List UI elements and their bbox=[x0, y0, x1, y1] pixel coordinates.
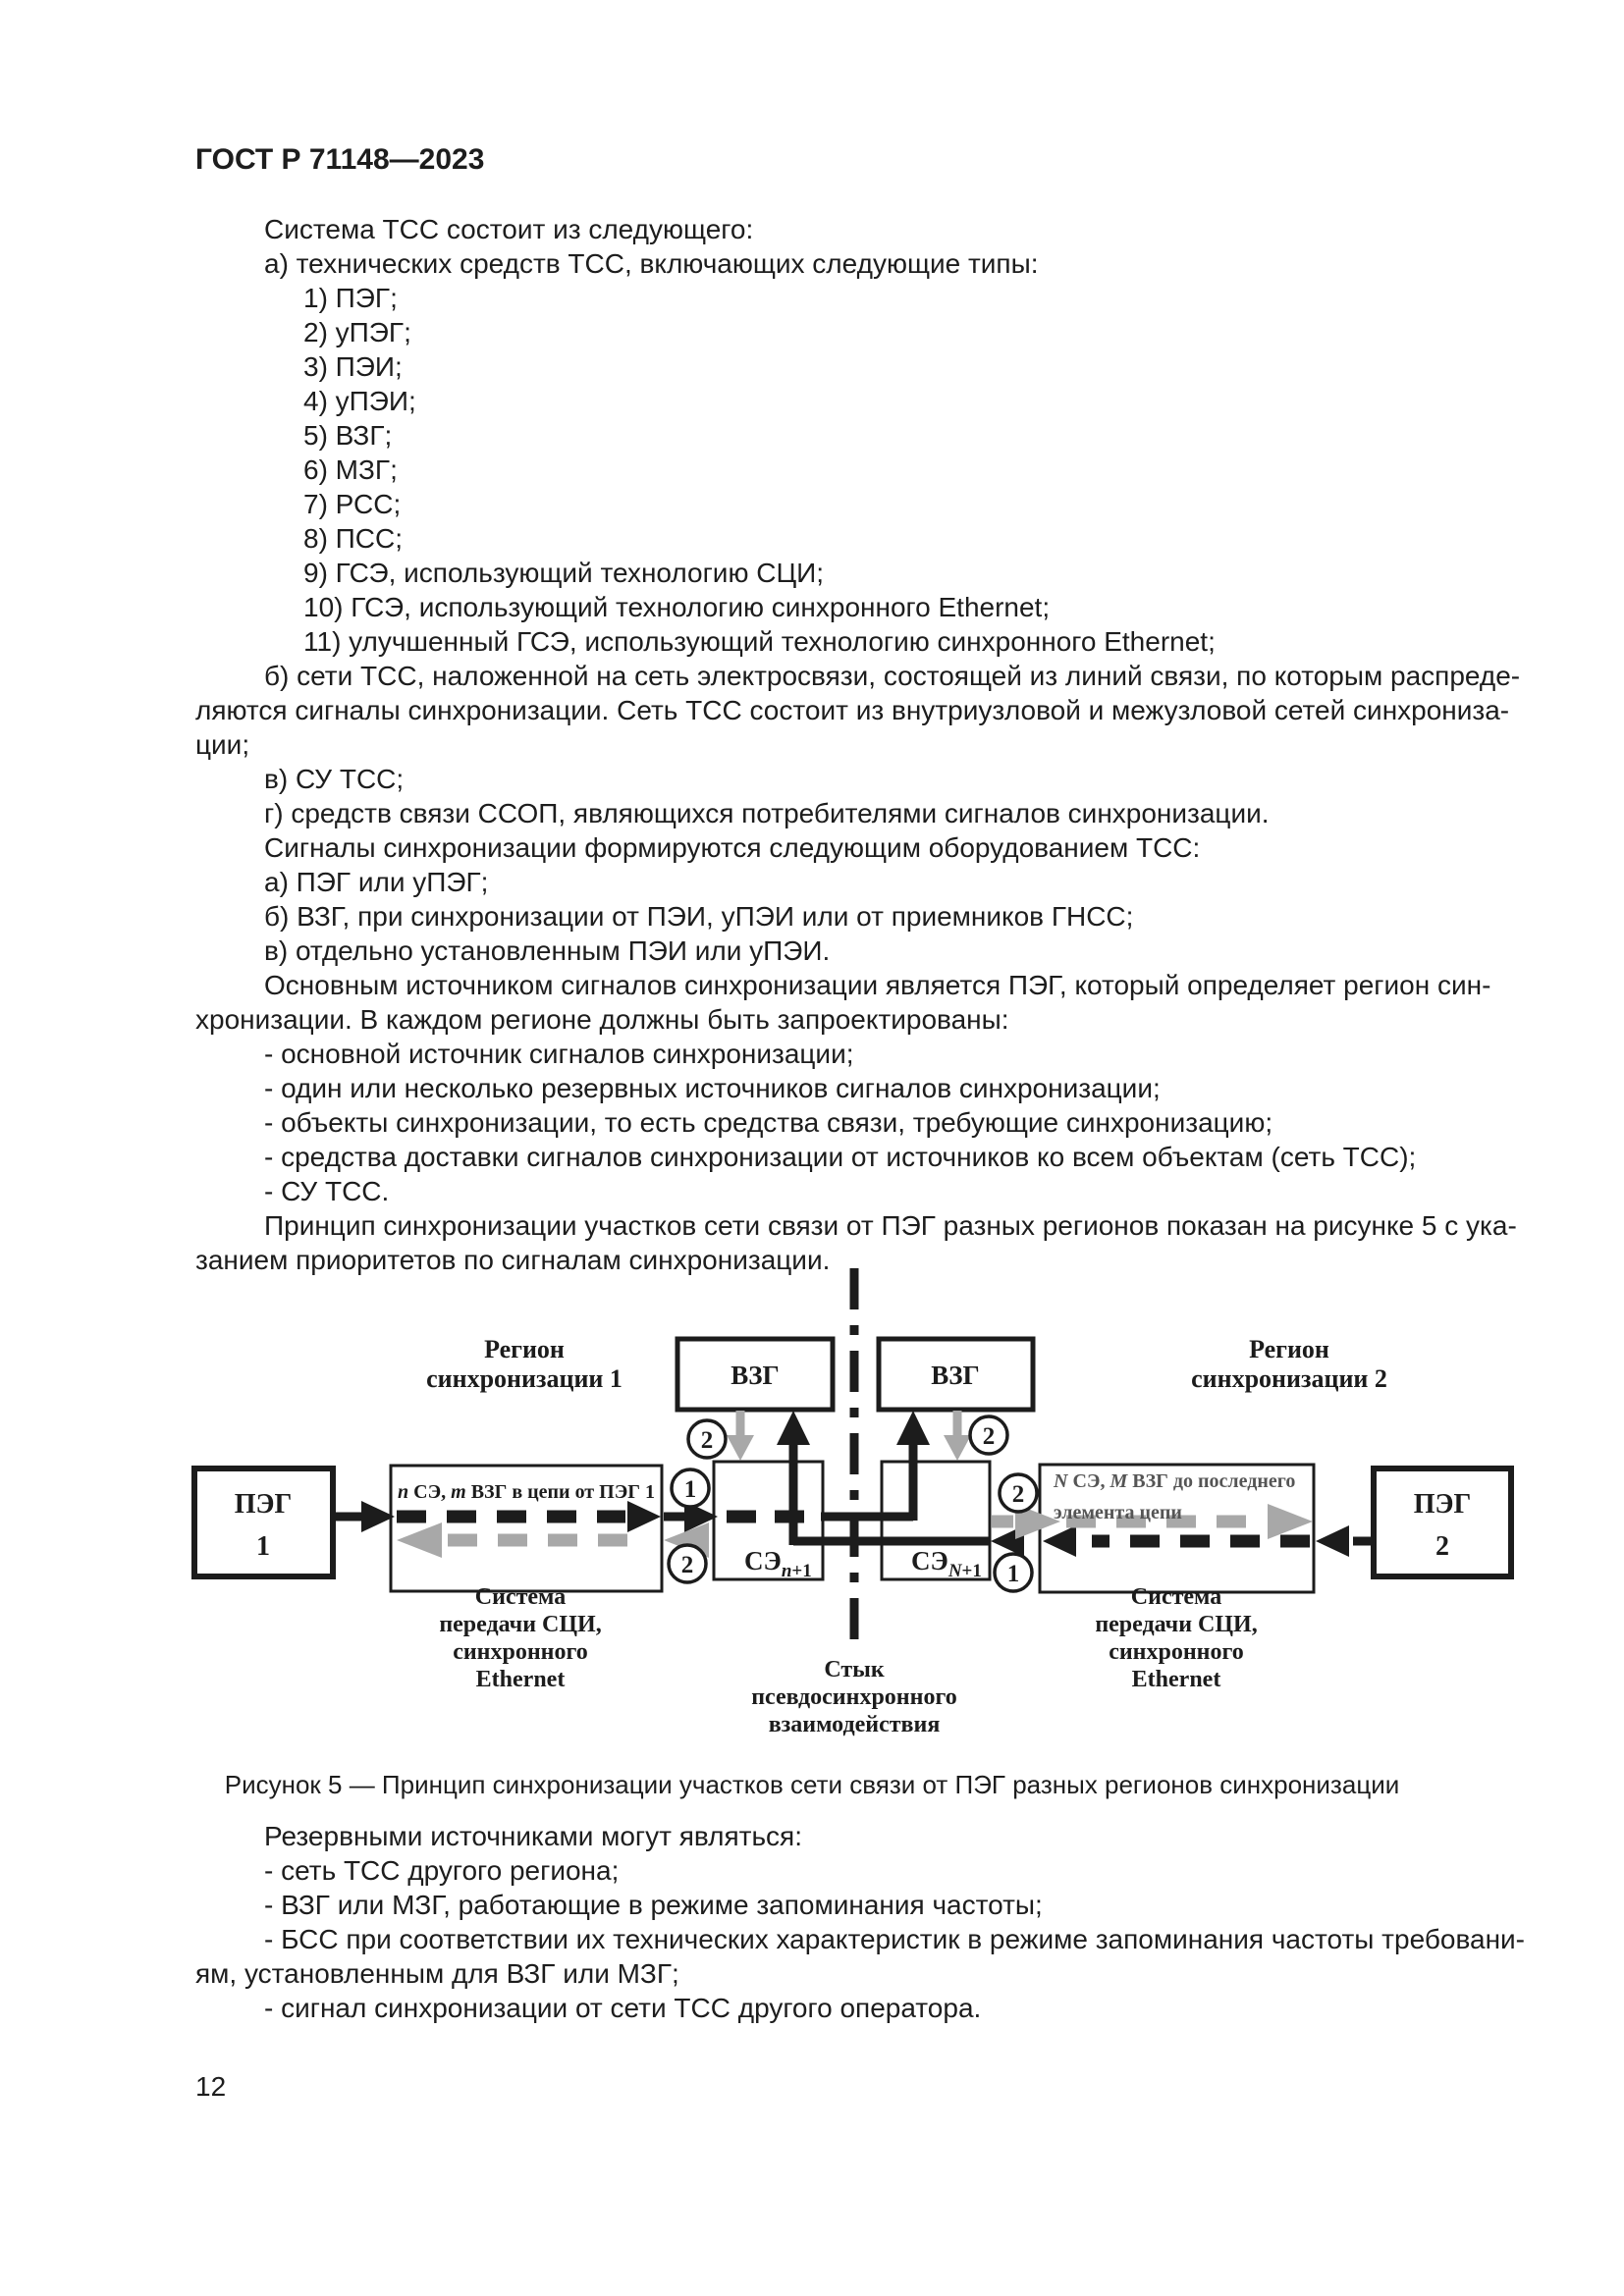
svg-text:2: 2 bbox=[1435, 1531, 1449, 1562]
body-line: 8) ПСС; bbox=[303, 523, 404, 554]
sync-element-2-label: $СЭ_N+1$ bbox=[911, 1546, 982, 1581]
page-number: 12 bbox=[195, 2071, 227, 2102]
svg-text:элемента цепи: элемента цепи bbox=[1054, 1502, 1182, 1523]
priority-badge: 1 bbox=[1006, 1561, 1020, 1587]
body-line: 4) уПЭИ; bbox=[303, 386, 416, 416]
body-line: - сигнал синхронизации от сети ТСС другого оператора. bbox=[264, 1993, 982, 2023]
svg-text:Система: Система bbox=[1130, 1584, 1222, 1610]
svg-text:синхронного: синхронного bbox=[1109, 1639, 1244, 1665]
svg-text:передачи СЦИ,: передачи СЦИ, bbox=[439, 1612, 602, 1637]
body-line: 7) РСС; bbox=[303, 489, 402, 519]
body-text-bottom bbox=[195, 1819, 1526, 2025]
body-line: в) отдельно установленным ПЭИ или уПЭИ. bbox=[264, 935, 831, 966]
body-line: - основной источник сигналов синхронизации; bbox=[264, 1039, 854, 1069]
svg-text:синхронизации 2: синхронизации 2 bbox=[1191, 1364, 1387, 1393]
figure-caption: Рисунок 5 — Принцип синхронизации участков сети связи от ПЭГ разных регионов синхронизации bbox=[224, 1770, 1400, 1799]
body-line: - сеть ТСС другого региона; bbox=[264, 1855, 620, 1886]
body-line: Система ТСС состоит из следующего: bbox=[264, 214, 754, 244]
body-line: ям, установленным для ВЗГ или МЗГ; bbox=[195, 1958, 679, 1989]
svg-text:ПЭГ: ПЭГ bbox=[234, 1489, 293, 1520]
priority-badge: 2 bbox=[700, 1427, 714, 1454]
body-line: - средства доставки сигналов синхронизации от источников ко всем объектам (сеть ТСС); bbox=[264, 1142, 1417, 1172]
svg-text:Ethernet: Ethernet bbox=[1131, 1667, 1221, 1692]
svg-text:синхронизации 1: синхронизации 1 bbox=[426, 1364, 623, 1393]
body-line: а) технических средств ТСС, включающих следующие типы: bbox=[264, 248, 1039, 279]
body-line: 10) ГСЭ, использующий технологию синхронного Ethernet; bbox=[303, 592, 1051, 622]
svg-text:ПЭГ: ПЭГ bbox=[1413, 1489, 1472, 1520]
body-line: - один или несколько резервных источников сигналов синхронизации; bbox=[264, 1073, 1161, 1103]
body-line: 9) ГСЭ, использующий технологию СЦИ; bbox=[303, 558, 825, 588]
body-line: а) ПЭГ или уПЭГ; bbox=[264, 867, 489, 897]
body-text-top bbox=[195, 212, 1521, 1277]
transmission-system-label-1 bbox=[439, 1584, 601, 1692]
sync-element-1-label: $СЭ_n+1$ bbox=[744, 1546, 812, 1581]
vzg-right-down-arrow bbox=[944, 1411, 971, 1461]
transmission-system-label-2 bbox=[1095, 1584, 1257, 1692]
body-line: - объекты синхронизации, то есть средства связи, требующие синхронизацию; bbox=[264, 1107, 1273, 1138]
vzg-left-down-arrow bbox=[727, 1411, 754, 1461]
body-line: 6) МЗГ; bbox=[303, 454, 398, 485]
body-line: - ВЗГ или МЗГ, работающие в режиме запоминания частоты; bbox=[264, 1890, 1043, 1920]
region1-chain-label: n СЭ, m ВЗГ в цепи от ПЭГ 1 bbox=[398, 1481, 655, 1503]
body-line: б) ВЗГ, при синхронизации от ПЭИ, уПЭИ или от приемников ГНСС; bbox=[264, 901, 1134, 932]
body-line: Сигналы синхронизации формируются следующим оборудованием ТСС: bbox=[264, 832, 1201, 863]
body-line: 11) улучшенный ГСЭ, использующий технологию синхронного Ethernet; bbox=[303, 626, 1216, 657]
figure-5-diagram bbox=[0, 1247, 1624, 1782]
body-line: - БСС при соответствии их технических характеристик в режиме запоминания частоты требовани- bbox=[264, 1924, 1526, 1954]
priority-badge: 2 bbox=[680, 1552, 694, 1578]
body-line: 1) ПЭГ; bbox=[303, 283, 398, 313]
body-line: ляются сигналы синхронизации. Сеть ТСС состоит из внутриузловой и межузловой сетей синхрониза- bbox=[195, 695, 1510, 725]
pseudosync-joint-label bbox=[751, 1657, 957, 1737]
svg-text:Стык: Стык bbox=[824, 1657, 885, 1682]
svg-text:1: 1 bbox=[256, 1531, 270, 1562]
body-line: Резервными источниками могут являться: bbox=[264, 1821, 802, 1851]
body-line: - СУ ТСС. bbox=[264, 1176, 390, 1206]
svg-text:Ethernet: Ethernet bbox=[475, 1667, 566, 1692]
svg-text:Регион: Регион bbox=[484, 1335, 565, 1363]
region2-title bbox=[1191, 1335, 1387, 1393]
body-line: ции; bbox=[195, 729, 250, 760]
vzg-left-label: ВЗГ bbox=[731, 1361, 780, 1390]
svg-text:передачи СЦИ,: передачи СЦИ, bbox=[1095, 1612, 1258, 1637]
body-line: Принцип синхронизации участков сети связи от ПЭГ разных регионов показан на рисунке 5 с ука- bbox=[264, 1210, 1517, 1241]
svg-text:Система: Система bbox=[474, 1584, 567, 1610]
region1-title bbox=[426, 1335, 623, 1393]
sync-diagram-canvas bbox=[0, 1247, 1624, 1782]
svg-text:N СЭ, M ВЗГ до последнего: N СЭ, M ВЗГ до последнего bbox=[1054, 1470, 1296, 1492]
body-line: хронизации. В каждом регионе должны быть запроектированы: bbox=[195, 1004, 1009, 1035]
svg-text:псевдосинхронного: псевдосинхронного bbox=[751, 1684, 957, 1710]
body-line: 5) ВЗГ; bbox=[303, 420, 393, 451]
body-line: занием приоритетов по сигналам синхронизации. bbox=[195, 1245, 831, 1275]
vzg-right-label: ВЗГ bbox=[931, 1361, 980, 1390]
body-line: Основным источником сигналов синхронизации является ПЭГ, который определяет регион син- bbox=[264, 970, 1491, 1000]
priority-badge: 1 bbox=[683, 1476, 697, 1503]
priority-badge: 2 bbox=[1011, 1481, 1025, 1508]
priority-badge: 2 bbox=[982, 1423, 996, 1450]
doc-code-header: ГОСТ Р 71148—2023 bbox=[195, 143, 485, 176]
body-line: б) сети ТСС, наложенной на сеть электросвязи, состоящей из линий связи, по которым распреде- bbox=[264, 661, 1521, 691]
svg-text:взаимодействия: взаимодействия bbox=[768, 1712, 941, 1737]
body-line: 2) уПЭГ; bbox=[303, 317, 411, 347]
body-line: 3) ПЭИ; bbox=[303, 351, 403, 382]
body-line: г) средств связи ССОП, являющихся потребителями сигналов синхронизации. bbox=[264, 798, 1270, 828]
body-line: в) СУ ТСС; bbox=[264, 764, 405, 794]
svg-text:Регион: Регион bbox=[1249, 1335, 1329, 1363]
svg-text:синхронного: синхронного bbox=[453, 1639, 588, 1665]
